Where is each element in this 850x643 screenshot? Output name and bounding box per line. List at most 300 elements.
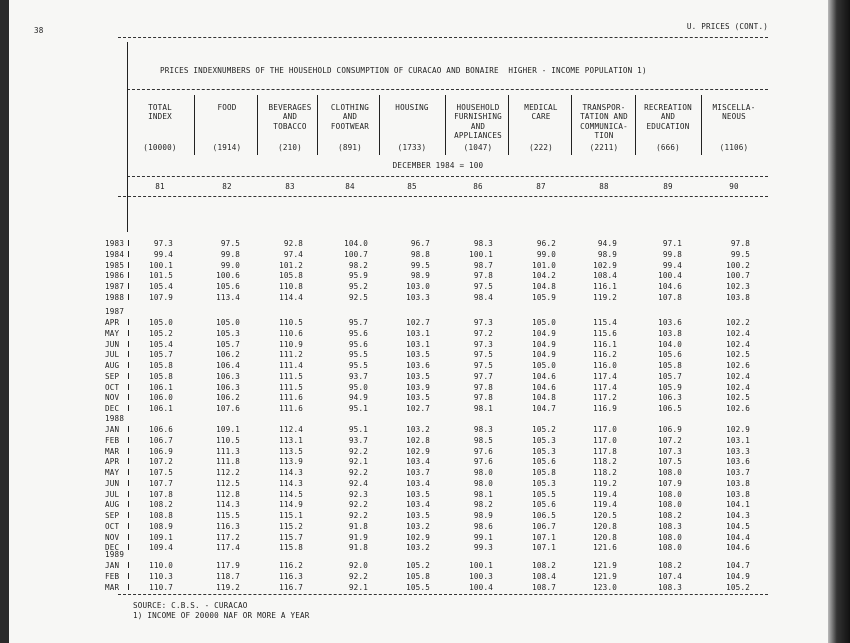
table-cell: 95.0 (348, 382, 368, 392)
table-cell: 98.1 (473, 404, 493, 413)
column-weight: (210) (278, 143, 302, 152)
table-cell: 105.6 (532, 457, 556, 467)
row-bar (128, 362, 129, 368)
table-cell: 108.3 (658, 521, 682, 531)
footnote: 1) INCOME OF 20000 NAF OR MORE A YEAR (133, 611, 310, 620)
table-cell: 119.2 (593, 478, 617, 488)
table-cell: 99.0 (536, 249, 556, 259)
table-cell: 94.9 (597, 239, 617, 248)
table-cell: 115.1 (279, 511, 303, 520)
table-cell: 117.2 (216, 532, 240, 542)
divider (127, 176, 768, 177)
table-cell: 104.4 (726, 532, 750, 542)
row-bar (128, 330, 129, 336)
table-cell: 105.8 (406, 571, 430, 581)
row-label: OCT (105, 382, 120, 392)
row-label: 1983 (105, 239, 125, 248)
row-bar (128, 251, 129, 257)
table-cell: 103.5 (406, 489, 430, 499)
table-cell: 102.6 (726, 361, 750, 370)
table-cell: 93.7 (348, 435, 368, 445)
row-label: DEC (105, 404, 120, 413)
table-cell: 111.6 (279, 404, 303, 413)
row-label: JAN (105, 425, 120, 434)
table-cell: 97.3 (473, 318, 493, 327)
table-cell: 98.4 (473, 292, 493, 302)
table-cell: 98.8 (410, 249, 430, 259)
table-cell: 110.5 (216, 435, 240, 445)
table-cell: 103.2 (406, 425, 430, 434)
table-cell: 99.5 (410, 260, 430, 270)
table-cell: 95.6 (348, 339, 368, 349)
column-header: TRANSPOR- (582, 103, 626, 112)
source-note: SOURCE: C.B.S. - CURACAO (133, 601, 248, 610)
table-cell: 98.5 (473, 435, 493, 445)
table-cell: 123.0 (593, 582, 617, 592)
table-cell: 92.8 (283, 239, 303, 248)
table-cell: 116.0 (593, 361, 617, 370)
column-header: MISCELLA- (712, 103, 756, 112)
column-header: INDEX (148, 112, 172, 122)
table-cell: 91.8 (348, 543, 368, 553)
column-header: BEVERAGES (268, 103, 312, 112)
table-cell: 98.6 (473, 521, 493, 531)
column-weight: (10000) (143, 143, 177, 152)
row-label: FEB (105, 571, 120, 581)
table-cell: 116.1 (593, 339, 617, 349)
row-bar (128, 448, 129, 454)
table-cell: 100.6 (216, 271, 240, 281)
table-cell: 104.2 (532, 271, 556, 281)
row-label: JUN (105, 339, 120, 349)
row-bar (128, 458, 129, 464)
group-heading: 1987 (105, 307, 125, 316)
table-cell: 102.5 (726, 393, 750, 403)
table-cell: 116.9 (593, 404, 617, 413)
table-cell: 97.5 (473, 361, 493, 370)
table-cell: 105.3 (532, 435, 556, 445)
table-cell: 110.3 (149, 571, 173, 581)
table-cell: 107.8 (658, 292, 682, 302)
table-cell: 97.5 (473, 282, 493, 291)
row-label: 1984 (105, 249, 125, 259)
table-cell: 106.4 (216, 361, 240, 370)
table-cell: 101.0 (532, 260, 556, 270)
divider (118, 196, 768, 197)
table-cell: 98.2 (348, 260, 368, 270)
table-cell: 119.2 (216, 582, 240, 592)
table-cell: 109.4 (149, 543, 173, 553)
table-cell: 108.0 (658, 532, 682, 542)
column-header: HOUSING (395, 103, 429, 112)
table-cell: 108.0 (658, 489, 682, 499)
table-cell: 121.9 (593, 561, 617, 570)
table-cell: 119.2 (593, 292, 617, 302)
table-cell: 98.9 (410, 271, 430, 281)
table-cell: 105.8 (149, 371, 173, 381)
table-cell: 99.1 (473, 532, 493, 542)
table-cell: 107.2 (149, 457, 173, 467)
row-bar (128, 573, 129, 579)
row-bar (128, 405, 129, 411)
table-cell: 105.8 (658, 361, 682, 370)
table-cell: 119.4 (593, 500, 617, 510)
table-cell: 114.3 (279, 468, 303, 477)
table-cell: 121.9 (593, 571, 617, 581)
page-number: 38 (34, 26, 44, 35)
table-cell: 107.9 (658, 478, 682, 488)
table-cell: 98.3 (473, 239, 493, 248)
table-cell: 106.9 (149, 446, 173, 456)
table-cell: 108.2 (658, 511, 682, 520)
table-cell: 113.1 (279, 435, 303, 445)
table-cell: 106.2 (216, 393, 240, 403)
table-cell: 105.8 (149, 361, 173, 370)
table-cell: 92.2 (348, 500, 368, 510)
table-cell: 109.1 (216, 425, 240, 434)
table-cell: 115.7 (279, 532, 303, 542)
table-cell: 103.1 (726, 435, 750, 445)
table-cell: 103.6 (726, 457, 750, 467)
table-cell: 114.3 (279, 478, 303, 488)
divider (118, 37, 768, 38)
table-cell: 115.8 (279, 543, 303, 553)
table-cell: 116.7 (279, 582, 303, 592)
column-code: 90 (729, 182, 739, 191)
table-cell: 116.3 (216, 521, 240, 531)
table-cell: 117.2 (593, 393, 617, 403)
table-cell: 107.5 (149, 468, 173, 477)
table-cell: 92.2 (348, 511, 368, 520)
table-cell: 108.4 (532, 571, 556, 581)
table-cell: 99.3 (473, 543, 493, 553)
table-cell: 100.3 (469, 571, 493, 581)
row-bar (128, 480, 129, 486)
table-cell: 99.4 (662, 260, 682, 270)
column-header: COMMUNICA- (580, 121, 628, 131)
row-label: APR (105, 318, 120, 327)
row-label: JUN (105, 478, 120, 488)
table-cell: 98.0 (473, 478, 493, 488)
table-cell: 110.9 (279, 339, 303, 349)
base-note: DECEMBER 1984 = 100 (392, 161, 484, 170)
table-cell: 117.4 (216, 543, 240, 553)
table-cell: 97.7 (473, 371, 493, 381)
table-cell: 118.2 (593, 457, 617, 467)
table-cell: 113.5 (279, 446, 303, 456)
table-cell: 102.4 (726, 382, 750, 392)
table-cell: 97.2 (473, 328, 493, 338)
column-code: 84 (345, 182, 355, 191)
table-cell: 100.2 (726, 260, 750, 270)
row-bar (128, 584, 129, 590)
table-cell: 99.8 (662, 249, 682, 259)
scan-edge-right (828, 0, 850, 643)
row-bar (128, 394, 129, 400)
divider (118, 594, 768, 595)
table-cell: 91.8 (348, 521, 368, 531)
table-cell: 105.0 (149, 318, 173, 327)
table-cell: 121.6 (593, 543, 617, 553)
row-bar (128, 351, 129, 357)
table-cell: 105.3 (532, 478, 556, 488)
table-cell: 107.5 (658, 457, 682, 467)
column-header: AND (282, 112, 298, 122)
row-label: AUG (105, 500, 120, 510)
row-label: MAR (105, 446, 120, 456)
table-cell: 105.5 (532, 489, 556, 499)
table-cell: 99.8 (220, 249, 240, 259)
column-header: NEOUS (722, 112, 746, 122)
row-bar (128, 562, 129, 568)
column-header: FOOTWEAR (330, 121, 370, 131)
table-cell: 100.4 (469, 582, 493, 592)
column-separator (317, 95, 318, 155)
column-code: 86 (473, 182, 483, 191)
row-label: MAY (105, 468, 120, 477)
table-cell: 102.4 (726, 371, 750, 381)
table-title: PRICES INDEXNUMBERS OF THE HOUSEHOLD CONSUMPTION OF CURACAO AND BONAIRE HIGHER - INCOME POPULATION 1) (160, 66, 647, 75)
table-cell: 108.2 (532, 561, 556, 570)
table-cell: 104.9 (532, 328, 556, 338)
row-label: APR (105, 457, 120, 467)
table-cell: 92.5 (348, 292, 368, 302)
table-cell: 97.6 (473, 457, 493, 467)
row-label: AUG (105, 361, 120, 370)
table-cell: 103.3 (726, 446, 750, 456)
table-cell: 107.8 (149, 489, 173, 499)
column-weight: (1914) (212, 143, 242, 152)
divider (127, 89, 768, 90)
table-cell: 108.8 (149, 511, 173, 520)
table-cell: 106.0 (149, 393, 173, 403)
table-cell: 107.1 (532, 532, 556, 542)
table-cell: 104.1 (726, 500, 750, 510)
table-cell: 97.8 (473, 271, 493, 281)
table-cell: 110.0 (149, 561, 173, 570)
column-weight: (222) (529, 143, 553, 152)
table-cell: 103.5 (406, 371, 430, 381)
table-cell: 108.7 (532, 582, 556, 592)
table-cell: 111.5 (279, 371, 303, 381)
table-cell: 102.9 (406, 532, 430, 542)
running-header: U. PRICES (CONT.) (686, 22, 768, 31)
table-cell: 111.2 (279, 350, 303, 360)
table-cell: 108.4 (593, 271, 617, 281)
column-code: 82 (222, 182, 232, 191)
table-cell: 106.3 (216, 382, 240, 392)
table-cell: 106.2 (216, 350, 240, 360)
table-cell: 97.8 (473, 382, 493, 392)
table-cell: 92.1 (348, 582, 368, 592)
table-cell: 120.8 (593, 532, 617, 542)
table-cell: 103.5 (406, 350, 430, 360)
row-bar (128, 319, 129, 325)
table-cell: 92.0 (348, 561, 368, 570)
table-cell: 105.0 (532, 318, 556, 327)
table-cell: 114.3 (216, 500, 240, 510)
table-cell: 103.1 (406, 339, 430, 349)
table-cell: 102.4 (726, 328, 750, 338)
table-cell: 103.4 (406, 500, 430, 510)
table-cell: 112.4 (279, 425, 303, 434)
table-cell: 98.1 (473, 489, 493, 499)
column-header: TATION AND (580, 112, 628, 122)
table-cell: 106.5 (658, 404, 682, 413)
table-cell: 104.8 (532, 393, 556, 403)
table-cell: 103.8 (726, 478, 750, 488)
table-cell: 106.3 (216, 371, 240, 381)
table-cell: 104.8 (532, 282, 556, 291)
table-cell: 105.0 (216, 318, 240, 327)
row-label: JUL (105, 489, 120, 499)
table-cell: 105.7 (216, 339, 240, 349)
table-cell: 103.0 (406, 282, 430, 291)
table-cell: 97.5 (220, 239, 240, 248)
table-cell: 92.2 (348, 446, 368, 456)
row-bar (128, 437, 129, 443)
row-bar (128, 469, 129, 475)
table-cell: 107.3 (658, 446, 682, 456)
table-cell: 105.6 (216, 282, 240, 291)
row-label: NOV (105, 532, 120, 542)
table-cell: 116.2 (279, 561, 303, 570)
table-cell: 103.4 (406, 457, 430, 467)
table-cell: 108.9 (149, 521, 173, 531)
table-cell: 95.2 (348, 282, 368, 291)
table-cell: 108.2 (658, 561, 682, 570)
table-cell: 118.2 (593, 468, 617, 477)
row-bar (128, 491, 129, 497)
table-cell: 104.7 (726, 561, 750, 570)
column-code: 81 (155, 182, 165, 191)
table-cell: 105.0 (532, 361, 556, 370)
table-cell: 111.4 (279, 361, 303, 370)
table-cell: 95.7 (348, 318, 368, 327)
table-cell: 97.1 (662, 239, 682, 248)
table-cell: 105.2 (149, 328, 173, 338)
column-weight: (2211) (589, 143, 619, 152)
column-header: FOOD (217, 103, 237, 112)
table-cell: 106.6 (149, 425, 173, 434)
column-separator (379, 95, 380, 155)
row-label: MAR (105, 582, 120, 592)
table-cell: 97.6 (473, 446, 493, 456)
table-cell: 106.9 (658, 425, 682, 434)
row-bar (128, 534, 129, 540)
table-cell: 97.4 (283, 249, 303, 259)
table-cell: 101.2 (279, 260, 303, 270)
table-cell: 100.1 (149, 260, 173, 270)
table-cell: 92.3 (348, 489, 368, 499)
table-cell: 92.4 (348, 478, 368, 488)
table-cell: 105.4 (149, 282, 173, 291)
table-cell: 105.4 (149, 339, 173, 349)
table-cell: 100.7 (726, 271, 750, 281)
table-cell: 105.9 (658, 382, 682, 392)
row-label: 1987 (105, 282, 125, 291)
table-cell: 114.9 (279, 500, 303, 510)
table-cell: 116.2 (593, 350, 617, 360)
table-cell: 102.7 (406, 318, 430, 327)
table-cell: 107.7 (149, 478, 173, 488)
row-label: JAN (105, 561, 120, 570)
table-cell: 111.6 (279, 393, 303, 403)
table-cell: 104.6 (532, 371, 556, 381)
table-cell: 115.4 (593, 318, 617, 327)
table-cell: 95.9 (348, 271, 368, 281)
table-cell: 108.2 (149, 500, 173, 510)
table-cell: 96.7 (410, 239, 430, 248)
column-code: 83 (285, 182, 295, 191)
table-cell: 97.3 (153, 239, 173, 248)
table-cell: 103.9 (406, 382, 430, 392)
table-cell: 101.5 (149, 271, 173, 281)
column-separator (257, 95, 258, 155)
table-cell: 112.5 (216, 478, 240, 488)
table-cell: 103.6 (406, 361, 430, 370)
scan-edge-left (0, 0, 9, 643)
row-bar (128, 272, 129, 278)
row-label: 1988 (105, 292, 125, 302)
row-bar (128, 240, 129, 246)
table-cell: 102.4 (726, 339, 750, 349)
table-cell: 105.6 (658, 350, 682, 360)
table-cell: 104.9 (726, 571, 750, 581)
table-cell: 105.6 (532, 500, 556, 510)
table-cell: 117.9 (216, 561, 240, 570)
row-bar (128, 262, 129, 268)
row-label: FEB (105, 435, 120, 445)
table-cell: 108.0 (658, 543, 682, 553)
stub-separator (127, 42, 128, 232)
table-cell: 104.6 (532, 382, 556, 392)
table-cell: 94.9 (348, 393, 368, 403)
table-cell: 113.9 (279, 457, 303, 467)
table-cell: 103.6 (658, 318, 682, 327)
table-cell: 103.7 (406, 468, 430, 477)
table-cell: 107.9 (149, 292, 173, 302)
table-cell: 106.3 (658, 393, 682, 403)
table-cell: 110.6 (279, 328, 303, 338)
table-cell: 108.0 (658, 500, 682, 510)
table-cell: 109.1 (149, 532, 173, 542)
table-cell: 98.9 (597, 249, 617, 259)
row-bar (128, 294, 129, 300)
table-cell: 107.6 (216, 404, 240, 413)
table-cell: 96.2 (536, 239, 556, 248)
group-heading: 1989 (105, 550, 125, 559)
table-cell: 115.2 (279, 521, 303, 531)
table-cell: 105.2 (726, 582, 750, 592)
table-cell: 103.2 (406, 543, 430, 553)
table-cell: 104.9 (532, 350, 556, 360)
table-cell: 104.9 (532, 339, 556, 349)
column-header: APPLIANCES (454, 130, 502, 140)
column-separator (194, 95, 195, 155)
table-cell: 92.2 (348, 468, 368, 477)
table-cell: 120.8 (593, 521, 617, 531)
table-cell: 100.1 (469, 561, 493, 570)
table-cell: 105.2 (532, 425, 556, 434)
table-cell: 102.5 (726, 350, 750, 360)
table-cell: 110.7 (149, 582, 173, 592)
row-bar (128, 544, 129, 550)
column-separator (635, 95, 636, 155)
table-cell: 98.3 (473, 425, 493, 434)
table-cell: 105.3 (216, 328, 240, 338)
table-cell: 102.6 (726, 404, 750, 413)
